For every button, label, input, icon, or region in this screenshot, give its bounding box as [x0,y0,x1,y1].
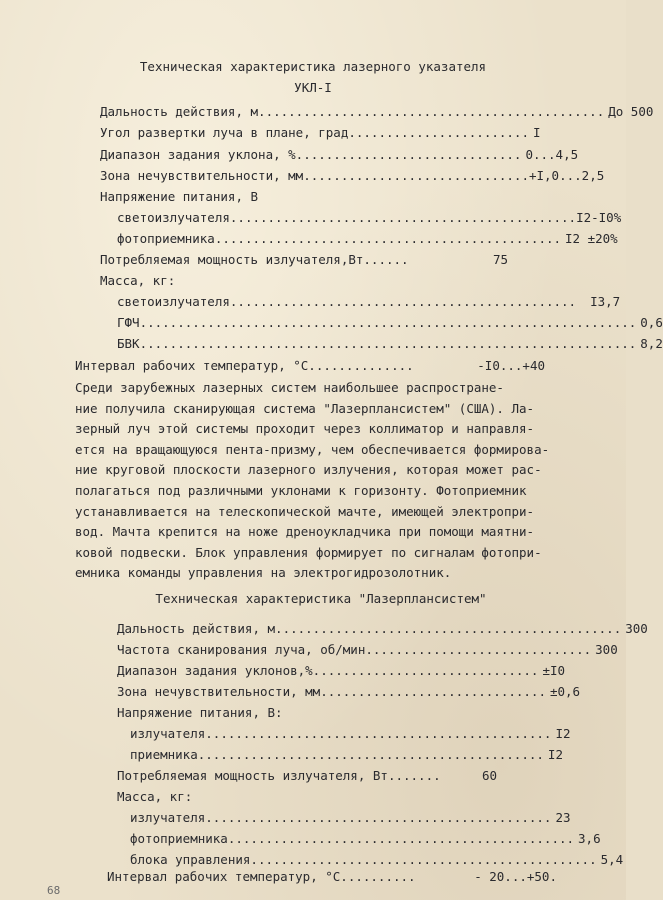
spec2-row: блока управления .............................................. 5,4 [130,852,624,867]
spec-label: блока управления [130,852,251,867]
spec-label: БВК [117,336,140,351]
spec1-row: ГФЧ .................................................................. 0,6 [117,315,663,330]
spec-value: 300 [595,642,618,657]
paragraph-line: зерный луч этой системы проходит через коллиматор и направля- [75,421,535,437]
spec2-row: излучателя .............................................. I2 [130,726,571,741]
spec-value: I2 ±20% [565,231,618,246]
paragraph-line: емника команды управления на электрогидрозолотник. [75,565,452,581]
spec-label: Угол развертки луча в плане, град [100,125,349,140]
spec-value: До 500 [608,104,654,119]
spec1-row: Напряжение питания, В [100,189,259,204]
heading-laserplan: Техническая характеристика "Лазерплансистем" [155,591,487,606]
spec-value: I3,7 [590,294,621,309]
spec-label: Дальность действия, м [117,621,276,636]
spec1-row: Масса, кг: [100,273,176,288]
spec2-row: Зона нечувствительности, мм .............................. ±0,6 [117,684,581,699]
paragraph-line: устанавливается на телескопической мачте, имеющей электропри- [75,503,535,519]
spec-value: I2 [547,747,563,762]
spec-label: фотоприемника [130,831,228,846]
spec-value: 0,6 [640,315,663,330]
spec-label: Интервал рабочих температур, °С [75,358,309,373]
spec-label: Зона нечувствительности, мм [117,684,321,699]
spec1-row: Угол развертки луча в плане, град ........................ I [100,124,520,142]
spec-value: 5,4 [600,852,624,867]
spec1-row: Диапазон задания уклона, % .............................. 0...4,5 [100,147,579,162]
spec-value: +I,0...2,5 [528,168,605,183]
spec-label: ГФЧ [117,315,140,330]
paragraph-line: ковой подвески. Блок управления формирует по сигналам фотопри- [75,544,542,560]
spec-label: Дальность действия, м [100,104,259,119]
paragraph-line: Среди зарубежных лазерных систем наибольшее распростране- [75,380,504,395]
spec2-row: излучателя .............................................. 23 [130,810,571,825]
spec-label: Потребляемая мощность излучателя, Вт [117,768,388,783]
heading-ukl-line1: Техническая характеристика лазерного указателя [139,59,487,74]
spec1-row: светоизлучателя .............................................. I3,7 [117,294,621,309]
spec-label: излучателя [130,726,206,741]
spec-value: 3,6 [578,831,601,846]
spec-value: 75 [492,252,508,267]
spec-value: I [532,125,541,140]
spec-value: 0...4,5 [525,147,579,162]
spec2-row: Дальность действия, м .............................................. 300 [117,621,648,636]
paragraph-line: вод. Мачта крепится на ноже дреноукладчика при помощи маятни- [75,524,535,540]
spec2-row: Потребляемая мощность излучателя, Вт ....... 60 [117,768,497,783]
spec2-row: Диапазон задания уклонов,% .............................. ±I0 [117,663,566,678]
spec-label: Диапазон задания уклона, % [100,147,296,162]
spec-label: Диапазон задания уклонов,% [117,663,313,678]
spec-value: I2 [555,726,571,741]
paragraph-line: ние круговой плоскости лазерного излучения, которая может рас- [75,462,542,478]
spec-value: 60 [481,768,497,783]
spec-label: Интервал рабочих температур, °С [107,869,341,884]
spec-value: -I0...+40 [477,358,545,373]
spec-label: излучателя [130,810,206,825]
spec-value: - 20...+50. [474,869,557,884]
spec-label: фотоприемника [117,231,215,246]
body-paragraph [75,378,565,584]
spec2-row: Интервал рабочих температур, °С .......... - 20...+50. [107,869,557,884]
spec1-row: светоизлучателя .............................................. I2-I0% [117,210,622,225]
spec2-row: фотоприемника .............................................. 3,6 [130,831,601,846]
spec2-row: Напряжение питания, В: [117,705,283,720]
spec-value: I2-I0% [576,210,622,225]
spec-label: Частота сканирования луча, об/мин [117,642,366,657]
spec1-row: Потребляемая мощность излучателя,Вт ...... 75 [100,251,520,269]
spec1-row: Дальность действия, м .............................................. До 500 [100,104,654,119]
spec-value: 300 [625,621,648,636]
spec2-row: Масса, кг: [117,789,193,804]
spec-value: ±0,6 [549,684,581,699]
spec-label: Потребляемая мощность излучателя,Вт [100,252,364,267]
spec-label: светоизлучателя [117,294,230,309]
page-number: 68 [47,884,61,897]
paragraph-line: полагаться под различными уклонами к горизонту. Фотоприемник [75,482,527,498]
heading-ukl-line2: УКЛ-I [294,80,332,95]
spec1-row: Интервал рабочих температур, °С .............. -I0...+40 [75,358,545,373]
spec-label: приемника [130,747,198,762]
paragraph-line: ется на вращающуюся пента-призму, чем обеспечивается формирова- [75,441,550,457]
spec-value: 8,2 [640,336,663,351]
spec2-row: Частота сканирования луча, об/мин .............................. 300 [117,642,618,657]
spec1-row: БВК .................................................................. 8,2 [117,336,663,351]
spec-value: ±I0 [542,663,566,678]
spec2-row: приемника .............................................. I2 [130,747,563,762]
spec-value: 23 [555,810,571,825]
spec1-row: фотоприемника .............................................. I2 ±20% [117,231,618,246]
spec-label: светоизлучателя [117,210,230,225]
spec-label: Зона нечувствительности, мм [100,168,304,183]
spec1-row: Зона нечувствительности, мм .............................. +I,0...2,5 [100,168,605,183]
paragraph-line: ние получила сканирующая система "Лазерплансистем" (США). Ла- [75,400,535,416]
